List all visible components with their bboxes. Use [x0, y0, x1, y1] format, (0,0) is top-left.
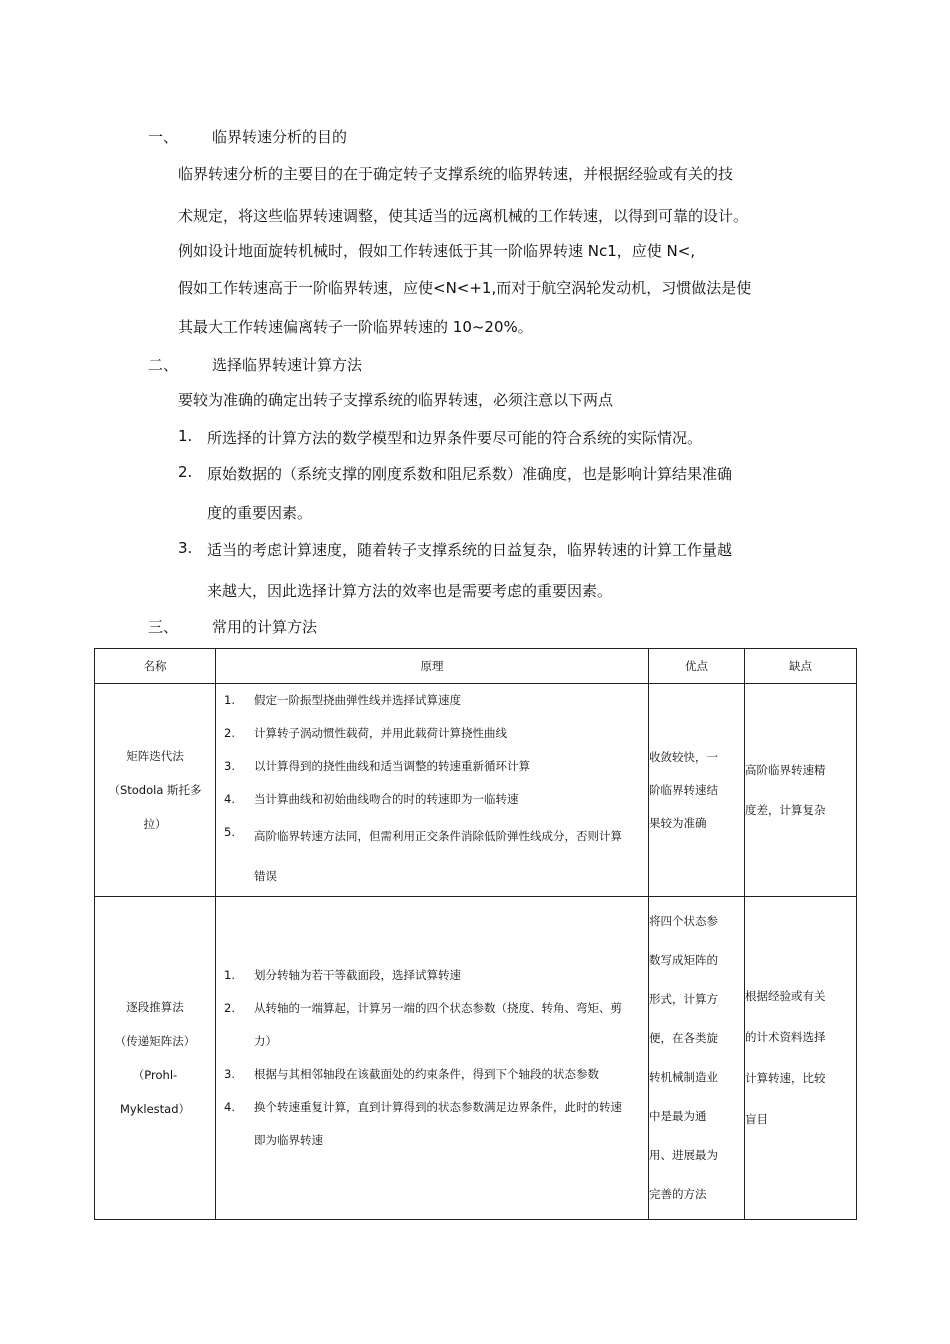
principle-step [216, 750, 648, 783]
advantages-line: 收敛较快，一 [649, 749, 718, 764]
method-name-line: （Prohl- [132, 1068, 178, 1082]
disadvantages-line: 度差，计算复杂 [745, 803, 826, 817]
method-name-cell [95, 684, 216, 897]
disadvantages-line: 的计术资料选择 [745, 1030, 826, 1044]
step-text: 以计算得到的挠性曲线和适当调整的转速重新循环计算 [254, 759, 530, 773]
method-name-line: 拉） [143, 817, 167, 831]
step-number: 4. [224, 1100, 235, 1114]
step-text: 划分转轴为若干等截面段，选择试算转速 [254, 968, 461, 982]
method-name-line: Myklestad） [119, 1102, 190, 1116]
list-number: 2. [178, 463, 193, 481]
advantages-line: 用、进展最为 [649, 1148, 718, 1162]
advantages-line: 完善的方法 [649, 1187, 707, 1201]
principle-cell [216, 684, 649, 897]
disadvantages-line: 盲目 [745, 1112, 768, 1126]
section-number: 二、 [148, 356, 179, 374]
advantages-line: 阶临界转速结 [649, 782, 718, 797]
advantages-line: 将四个状态参 [649, 914, 718, 928]
list-item: 适当的考虑计算速度，随着转子支撑系统的日益复杂，临界转速的计算工作量越 [207, 541, 733, 559]
methods-table [94, 648, 857, 1220]
disadvantages-line: 计算转速，比较 [745, 1071, 826, 1085]
principle-cell [216, 897, 649, 1220]
list-number: 3. [178, 539, 193, 557]
section-title: 临界转速分析的目的 [212, 128, 348, 146]
advantages-line: 转机械制造业 [649, 1070, 718, 1084]
step-text: 根据与其相邻轴段在该截面处的约束条件，得到下个轴段的状态参数 [254, 1067, 599, 1081]
principle-step [216, 816, 648, 896]
step-number: 3. [224, 759, 235, 773]
method-name-line: （Stodola 斯托多 [108, 783, 202, 797]
paragraph-line: 其最大工作转速偏离转子一阶临界转速的 10~20%。 [178, 318, 533, 336]
advantages-cell [649, 897, 745, 1220]
step-text [254, 992, 648, 1058]
step-number: 2. [224, 1001, 235, 1015]
principle-step [216, 1091, 648, 1157]
advantages-line: 果较为准确 [649, 815, 707, 830]
step-text-line: 高阶临界转速方法同，但需利用正交条件消除低阶弹性线成分，否则计算 [254, 829, 622, 843]
paragraph-line: 术规定，将这些临界转速调整，使其适当的远离机械的工作转速，以得到可靠的设计。 [178, 207, 749, 225]
section-number: 三、 [148, 618, 179, 636]
list-item: 所选择的计算方法的数学模型和边界条件要尽可能的符合系统的实际情况。 [207, 429, 703, 447]
advantages-line: 中是最为通 [649, 1109, 707, 1123]
principle-step [216, 783, 648, 816]
advantages-line: 数写成矩阵的 [649, 953, 718, 967]
list-item: 原始数据的（系统支撑的刚度系数和阻尼系数）准确度，也是影响计算结果准确 [207, 465, 733, 483]
header-advantages: 优点 [649, 649, 745, 684]
principle-step [216, 959, 648, 992]
step-text: 当计算曲线和初始曲线吻合的时的转速即为一临转速 [254, 792, 519, 806]
method-name-cell [95, 897, 216, 1220]
table-header-row [95, 649, 857, 684]
header-disadvantages: 缺点 [745, 649, 857, 684]
principle-step [216, 992, 648, 1058]
advantages-cell [649, 684, 745, 897]
disadvantages-line: 根据经验或有关 [745, 989, 826, 1003]
advantages-line: 形式，计算方 [649, 992, 718, 1006]
header-principle: 原理 [216, 649, 649, 684]
step-number: 1. [224, 693, 235, 707]
list-item: 来越大，因此选择计算方法的效率也是需要考虑的重要因素。 [207, 582, 613, 600]
principle-step [216, 717, 648, 750]
disadvantages-cell [745, 684, 857, 897]
disadvantages-line: 高阶临界转速精 [745, 763, 826, 777]
principle-step [216, 684, 648, 717]
paragraph-line: 要较为准确的确定出转子支撑系统的临界转速，必须注意以下两点 [178, 391, 614, 409]
step-text: 假定一阶振型挠曲弹性线并选择试算速度 [254, 693, 461, 707]
step-text-line: 错误 [254, 869, 277, 883]
step-number: 3. [224, 1067, 235, 1081]
step-text-line: 从转轴的一端算起，计算另一端的四个状态参数（挠度、转角、弯矩、剪 [254, 1001, 622, 1015]
step-text [254, 1091, 648, 1157]
list-item: 度的重要因素。 [207, 504, 313, 522]
step-text: 计算转子涡动惯性载荷，并用此载荷计算挠性曲线 [254, 726, 507, 740]
paragraph-line: 例如设计地面旋转机械时，假如工作转速低于其一阶临界转速 Nc1，应使 N<, [178, 242, 696, 260]
paragraph-line: 临界转速分析的主要目的在于确定转子支撑系统的临界转速，并根据经验或有关的技 [178, 165, 734, 183]
principle-step [216, 1058, 648, 1091]
table-row [95, 684, 857, 897]
step-text [254, 816, 648, 896]
section-number: 一、 [148, 128, 179, 146]
step-number: 2. [224, 726, 235, 740]
step-text-line: 换个转速重复计算，直到计算得到的状态参数满足边界条件，此时的转速 [254, 1100, 622, 1114]
method-name-line: 逐段推算法 [126, 1000, 184, 1014]
method-name-line: （传递矩阵法） [114, 1034, 196, 1048]
list-number: 1. [178, 427, 193, 445]
step-text-line: 力） [254, 1034, 277, 1048]
step-number: 4. [224, 792, 235, 806]
table-row [95, 897, 857, 1220]
header-name: 名称 [95, 649, 216, 684]
disadvantages-cell [745, 897, 857, 1220]
advantages-line: 便，在各类旋 [649, 1031, 718, 1045]
section-title: 选择临界转速计算方法 [212, 356, 363, 374]
paragraph-line: 假如工作转速高于一阶临界转速，应使<N<+1,而对于航空涡轮发动机，习惯做法是使 [178, 279, 752, 297]
method-name-line: 矩阵迭代法 [126, 749, 184, 763]
step-text-line: 即为临界转速 [254, 1133, 323, 1147]
section-title: 常用的计算方法 [212, 618, 318, 636]
step-number: 5. [224, 825, 235, 839]
step-number: 1. [224, 968, 235, 982]
